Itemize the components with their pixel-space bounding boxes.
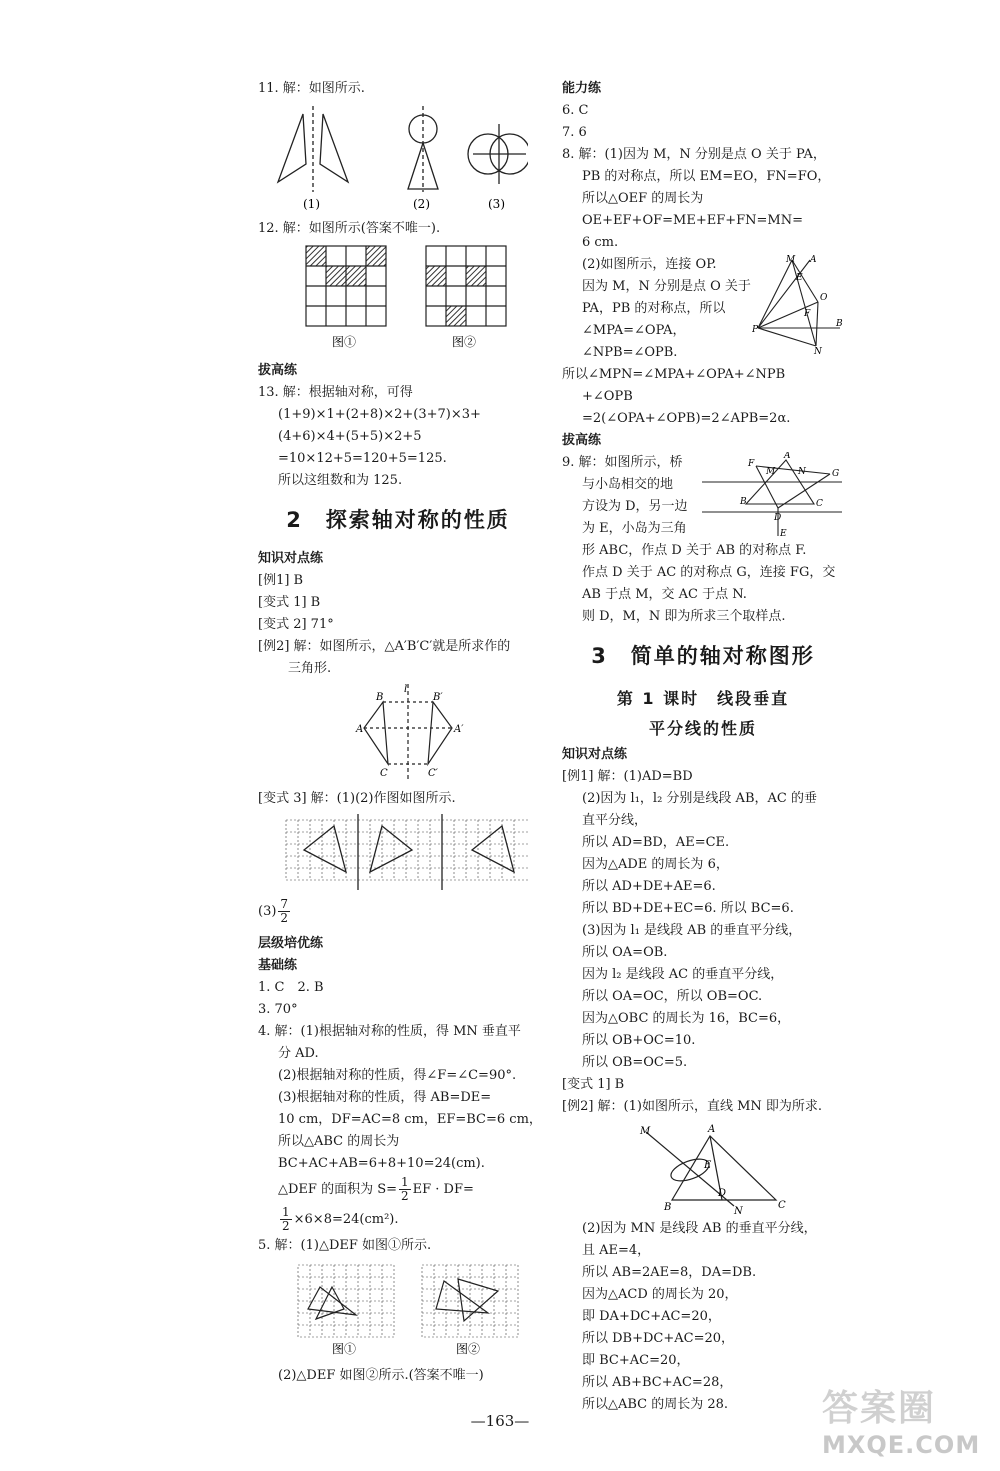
answer-6: 6. C	[562, 103, 589, 118]
r-ex2-2-line-3: 所以 AB=2AE=8，DA=DB.	[582, 1265, 757, 1280]
r-ex1-line-4: 所以 AD=BD，AE=CE.	[582, 835, 730, 850]
ex2-label-C: C	[380, 768, 388, 779]
q8-part2	[562, 254, 844, 364]
svg-text:O: O	[820, 293, 828, 303]
q12-text: 12. 解：如图所示(答案不唯一).	[258, 221, 441, 236]
bs3-part3-fraction	[278, 898, 290, 925]
ex2-label-Bp: B′	[433, 692, 443, 703]
q8-2-line-1: (2)如图所示，连接 OP.	[582, 257, 717, 272]
q9-line-4: 为 E，小岛为三角	[582, 521, 687, 536]
bagao-title-left: 拔高练	[258, 363, 298, 378]
q4-line-3: (2)根据轴对称的性质，得∠F=∠C=90°.	[278, 1068, 517, 1083]
q8-line-3: 所以△OEF 的周长为	[582, 191, 704, 206]
svg-text:D: D	[774, 513, 782, 523]
answer-3: 3. 70°	[258, 1002, 298, 1017]
bs3-part3	[258, 898, 538, 925]
bs3-part3-prefix: (3)	[258, 904, 277, 919]
r-ex2-2-line-7: 即 BC+AC=20，	[582, 1353, 690, 1368]
zhishi-title-right: 知识对点练	[562, 747, 628, 762]
r-ex2-2-line-2: 且 AE=4，	[582, 1243, 651, 1258]
right-column	[562, 78, 844, 1416]
q11-cap-3: (3)	[488, 197, 505, 211]
svg-text:A: A	[810, 255, 817, 265]
q12-cap-1: 图①	[332, 335, 357, 349]
svg-text:M: M	[786, 255, 796, 265]
ex2-label-A: A	[356, 724, 364, 735]
q12-cap-2: 图②	[452, 335, 477, 349]
r-ex1-line-3: 直平分线，	[582, 813, 648, 828]
q13-line-1: 13. 解：根据轴对称，可得	[258, 385, 413, 400]
lesson-title-2: 平分线的性质	[648, 719, 757, 738]
svg-text:F: F	[804, 309, 811, 319]
q11-cap-2: (2)	[413, 197, 430, 211]
q4-area-line	[258, 1175, 538, 1205]
r-ex1-line-13: 所以 OB+OC=10.	[582, 1033, 696, 1048]
lesson-title-1: 第 1 课时 线段垂直	[616, 689, 790, 708]
r-ex2-2-line-5: 即 DA+DC+AC=20，	[582, 1309, 721, 1324]
svg-text:E: E	[780, 529, 787, 538]
q4-area-den: 2	[401, 1189, 409, 1203]
r-ex1-line-9: 所以 OA=OB.	[582, 945, 668, 960]
section-heading-3: 3 简单的轴对称图形	[591, 644, 815, 668]
q13-line-4: =10×12+5=120+5=125.	[278, 451, 447, 466]
q4-line-1: 4. 解：(1)根据轴对称的性质，得 MN 垂直平	[258, 1024, 521, 1039]
q8-2-line-5: ∠NPB=∠OPB.	[582, 345, 678, 360]
svg-text:B: B	[836, 319, 843, 329]
r-bs1: [变式 1] B	[562, 1077, 625, 1092]
r-ex1-line-10: 因为 l₂ 是线段 AC 的垂直平分线，	[582, 967, 784, 982]
q4-line-5: 10 cm，DF=AC=8 cm，EF=BC=6 cm，	[278, 1112, 542, 1127]
q8-2-line-3: PA，PB 的对称点，所以	[582, 301, 726, 316]
q4-area2-den: 2	[282, 1219, 290, 1233]
r-ex1-line-8: (3)因为 l₁ 是线段 AB 的垂直平分线，	[582, 923, 802, 938]
q11-figure	[258, 104, 528, 214]
ex2-label-Ap: A′	[454, 724, 464, 735]
q5-cap-2: 图②	[456, 1342, 481, 1356]
watermark	[822, 1380, 992, 1465]
r-ex1-line-11: 所以 OA=OC，所以 OB=OC.	[582, 989, 763, 1004]
cengji-title: 层级培优练	[258, 936, 324, 951]
q8-figure	[752, 254, 844, 354]
r-ex2-2-line-9: 所以△ABC 的周长为 28.	[582, 1397, 729, 1412]
svg-text:E: E	[796, 273, 803, 283]
q4-area-suffix: EF · DF=	[412, 1182, 474, 1197]
bs3-part3-den: 2	[280, 911, 289, 925]
r-ex1-line-12: 因为△OBC 的周长为 16，BC=6，	[582, 1011, 791, 1026]
svg-text:F: F	[748, 459, 755, 469]
q8-3-line-2: +∠OPB	[582, 389, 633, 404]
r-ex2-label-M: M	[640, 1126, 651, 1137]
ex1-answer: [例1] B	[258, 573, 304, 588]
q4-area2-suffix: ×6×8=24(cm²).	[293, 1212, 399, 1227]
svg-text:B: B	[740, 497, 747, 507]
q8-line-2: PB 的对称点，所以 EM=EO，FN=FO，	[582, 169, 831, 184]
q9-figure	[702, 452, 842, 538]
r-ex1-line-5: 因为△ADE 的周长为 6，	[582, 857, 729, 872]
q8-line-1: 8. 解：(1)因为 M，N 分别是点 O 关于 PA，	[562, 147, 826, 162]
q11-cap-1: (1)	[303, 197, 320, 211]
q11-text: 11. 解：如图所示.	[258, 81, 365, 96]
q4-line-2: 分 AD.	[278, 1046, 319, 1061]
q12-figure	[258, 244, 528, 356]
ex2-label-l: l	[404, 684, 408, 695]
answer-7: 7. 6	[562, 125, 587, 140]
q5-text: 5. 解：(1)△DEF 如图①所示.	[258, 1238, 432, 1253]
r-ex2-label-B: B	[664, 1202, 672, 1213]
q9-line-5: 形 ABC，作点 D 关于 AB 的对称点 F.	[582, 543, 807, 558]
svg-text:M: M	[766, 467, 776, 477]
bagao-title-right: 拔高练	[562, 433, 602, 448]
svg-text:C: C	[816, 499, 823, 509]
jichu-title: 基础练	[258, 958, 298, 973]
q4-area-prefix: △DEF 的面积为 S=	[278, 1182, 397, 1197]
ex2-label-B: B	[376, 692, 384, 703]
left-column	[258, 78, 542, 1387]
r-ex1-line-1: [例1] 解：(1)AD=BD	[562, 769, 693, 784]
bs2-answer: [变式 2] 71°	[258, 617, 334, 632]
r-ex2-2-line-6: 所以 DB+DC+AC=20，	[582, 1331, 735, 1346]
q9-line-2: 与小岛相交的地	[582, 477, 674, 492]
r-ex2-text: [例2] 解：(1)如图所示，直线 MN 即为所求.	[562, 1099, 823, 1114]
bs3-part3-num: 7	[280, 897, 289, 911]
r-ex1-line-7: 所以 BD+DE+EC=6. 所以 BC=6.	[582, 901, 794, 916]
q4-area2-num: 1	[282, 1205, 290, 1219]
bs3-text: [变式 3] 解：(1)(2)作图如图所示.	[258, 791, 456, 806]
r-ex2-2-line-4: 因为△ACD 的周长为 20，	[582, 1287, 738, 1302]
ex2-figure	[258, 684, 528, 784]
q8-3-line-3: =2(∠OPA+∠OPB)=2∠APB=2α.	[582, 411, 791, 426]
q9-line-8: 则 D，M，N 即为所求三个取样点.	[582, 609, 786, 624]
svg-text:N: N	[814, 347, 822, 354]
section-heading-2: 2 探索轴对称的性质	[286, 508, 510, 532]
q13-line-3: (4+6)×4+(5+5)×2+5	[278, 429, 422, 444]
svg-text:N: N	[798, 467, 806, 477]
q9-block	[562, 452, 844, 540]
q5-figure	[258, 1261, 528, 1361]
bs3-figure	[258, 814, 528, 894]
ex2-line-2: 三角形.	[288, 661, 332, 676]
r-ex2-label-N: N	[734, 1206, 743, 1214]
svg-text:G: G	[832, 469, 840, 479]
r-ex2-2-line-1: (2)因为 MN 是线段 AB 的垂直平分线，	[582, 1221, 817, 1236]
q9-line-6: 作点 D 关于 AC 的对称点 G，连接 FG，交	[582, 565, 836, 580]
svg-text:P: P	[752, 325, 759, 335]
r-ex2-2-line-8: 所以 AB+BC+AC=28，	[582, 1375, 733, 1390]
r-ex1-line-6: 所以 AD+DE+AE=6.	[582, 879, 716, 894]
q8-line-4: OE+EF+OF=ME+EF+FN=MN=	[582, 213, 803, 228]
r-ex2-label-C: C	[778, 1200, 786, 1211]
q8-2-line-4: ∠MPA=∠OPA，	[582, 323, 686, 338]
q4-line-4: (3)根据轴对称的性质，得 AB=DE=	[278, 1090, 492, 1105]
q13-line-5: 所以这组数和为 125.	[278, 473, 403, 488]
r-ex2-figure	[562, 1122, 842, 1214]
q9-line-3: 方设为 D，另一边	[582, 499, 688, 514]
r-ex2-label-E: E	[704, 1160, 712, 1171]
q4-line-6: 所以△ABC 的周长为	[278, 1134, 400, 1149]
r-ex1-line-2: (2)因为 l₁，l₂ 分别是线段 AB，AC 的垂	[582, 791, 817, 806]
nengli-title: 能力练	[562, 81, 602, 96]
q4-line-7: BC+AC+AB=6+8+10=24(cm).	[278, 1156, 485, 1171]
q4-area-num: 1	[401, 1175, 409, 1189]
q4-area2-fraction	[280, 1206, 292, 1233]
ex2-line-1: [例2] 解：如图所示，△A′B′C′就是所求作的	[258, 639, 511, 654]
q8-3-line-1: 所以∠MPN=∠MPA+∠OPA+∠NPB	[562, 367, 786, 382]
q8-line-5: 6 cm.	[582, 235, 619, 250]
zhishi-title-left: 知识对点练	[258, 551, 324, 566]
q8-2-line-2: 因为 M，N 分别是点 O 关于	[582, 279, 751, 294]
q5-cap-1: 图①	[332, 1342, 357, 1356]
ex2-label-Cp: C′	[428, 768, 438, 779]
q9-line-1: 9. 解：如图所示，桥	[562, 455, 683, 470]
q13-line-2: (1+9)×1+(2+8)×2+(3+7)×3+	[278, 407, 481, 422]
page-number: —163—	[470, 1412, 530, 1430]
svg-text:A: A	[784, 452, 791, 461]
bs1-answer: [变式 1] B	[258, 595, 321, 610]
r-ex2-label-D: D	[718, 1188, 727, 1199]
q4-area-line-2	[258, 1205, 538, 1235]
watermark-line-2: MXQE.COM	[822, 1431, 981, 1459]
answers-1-2: 1. C 2. B	[258, 980, 324, 995]
q5-part2: (2)△DEF 如图②所示.(答案不唯一)	[278, 1368, 484, 1383]
watermark-line-1: 答案圈	[822, 1388, 937, 1429]
r-ex1-line-14: 所以 OB=OC=5.	[582, 1055, 688, 1070]
q4-area-fraction	[399, 1176, 411, 1203]
q9-line-7: AB 于点 M，交 AC 于点 N.	[582, 587, 747, 602]
r-ex2-label-A: A	[708, 1124, 716, 1135]
